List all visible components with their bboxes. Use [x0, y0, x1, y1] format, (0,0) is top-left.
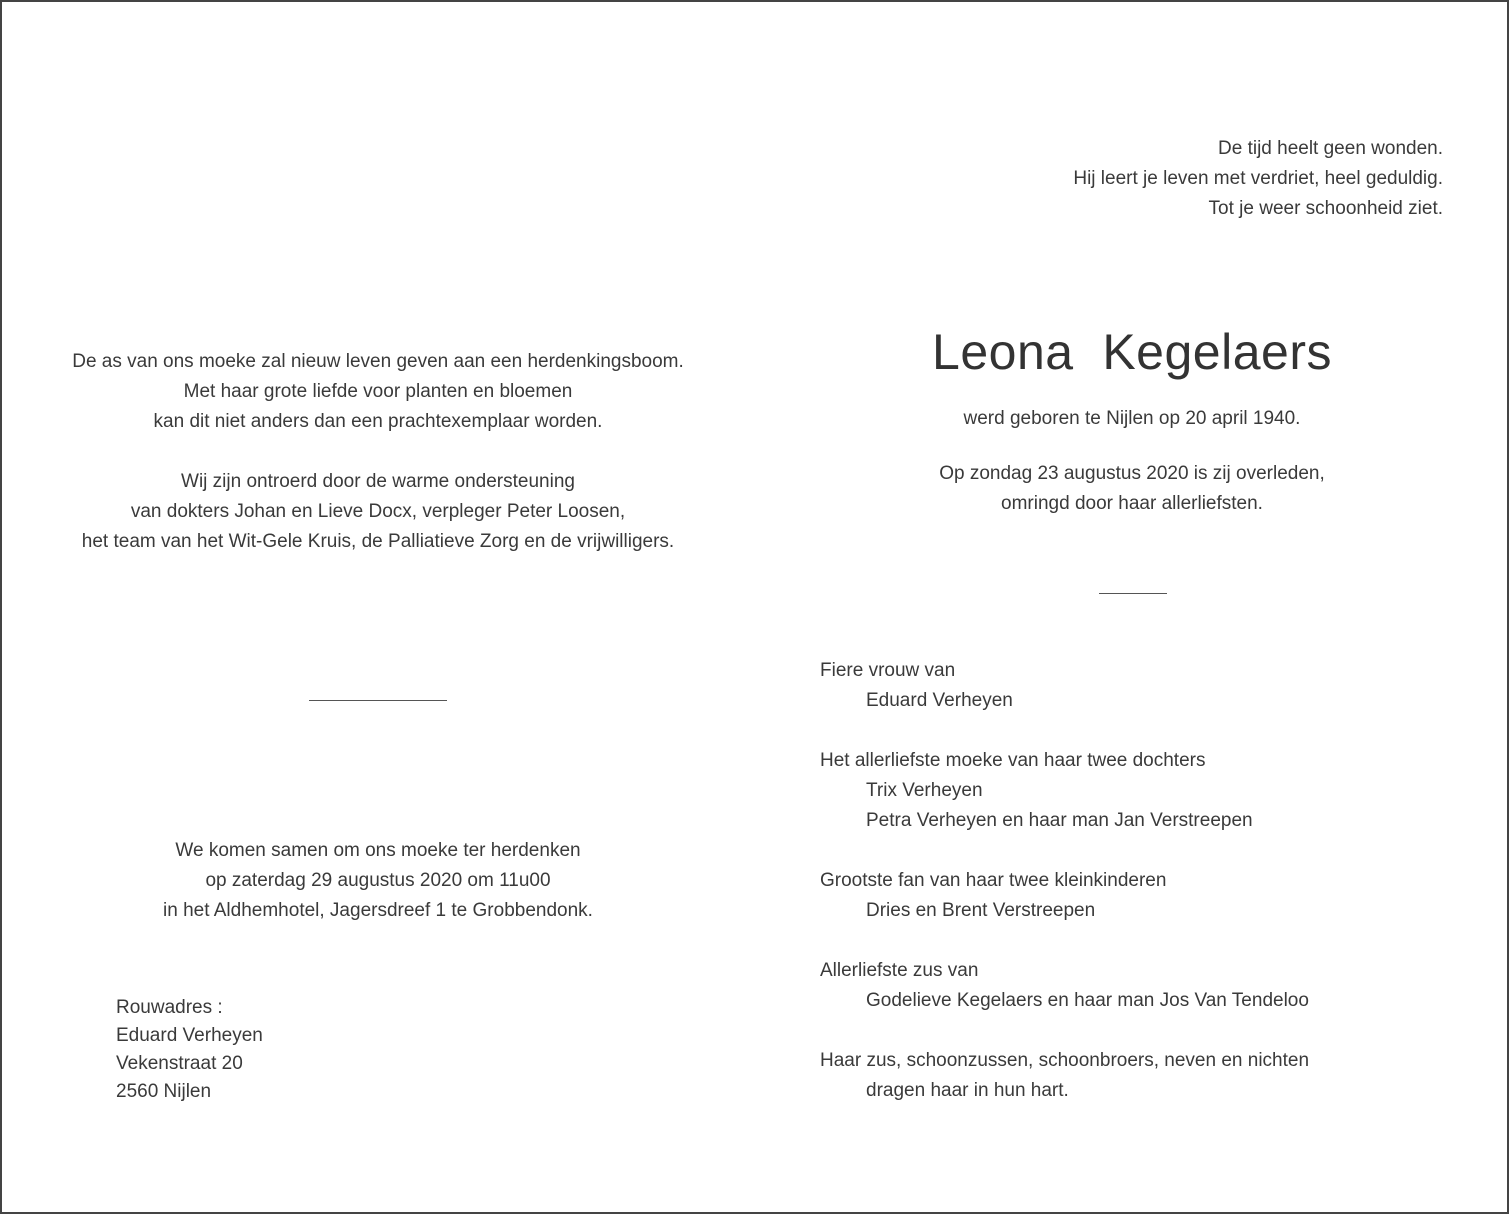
family-group	[820, 746, 1309, 836]
family-member: Petra Verheyen en haar man Jan Verstreepen	[866, 810, 1253, 831]
thanks-line: Wij zijn ontroerd door de warme ondersteuning	[181, 471, 575, 492]
family-heading: Grootste fan van haar twee kleinkinderen	[820, 870, 1167, 891]
family-member: Godelieve Kegelaers en haar man Jos Van Tendeloo	[866, 990, 1309, 1011]
address-street: Vekenstraat 20	[116, 1053, 243, 1074]
quote-line: De tijd heelt geen wonden.	[1218, 138, 1443, 159]
memorial-tree-line: De as van ons moeke zal nieuw leven geven aan een herdenkingsboom.	[72, 351, 684, 372]
gathering-line: We komen samen om ons moeke ter herdenken	[175, 840, 581, 861]
address-city: 2560 Nijlen	[116, 1081, 212, 1102]
family-list	[820, 656, 1309, 1136]
family-member: dragen haar in hun hart.	[866, 1080, 1069, 1101]
birth-line: werd geboren te Nijlen op 20 april 1940.	[963, 408, 1301, 429]
thanks-line: het team van het Wit-Gele Kruis, de Palliatieve Zorg en de vrijwilligers.	[81, 531, 675, 552]
quote-line: Tot je weer schoonheid ziet.	[1208, 198, 1443, 219]
gathering-line: in het Aldhemhotel, Jagersdreef 1 te Grobbendonk.	[163, 900, 593, 921]
family-heading: Haar zus, schoonzussen, schoonbroers, neven en nichten	[820, 1050, 1310, 1071]
quote	[1073, 134, 1443, 224]
family-group	[820, 866, 1309, 926]
family-heading: Fiere vrouw van	[820, 660, 956, 681]
right-divider	[1099, 593, 1167, 594]
family-group	[820, 656, 1309, 716]
gathering-info	[42, 836, 714, 926]
thanks-line: van dokters Johan en Lieve Docx, verpleger Peter Loosen,	[130, 501, 626, 522]
memorial-tree-and-thanks	[42, 347, 714, 557]
family-member: Dries en Brent Verstreepen	[866, 900, 1096, 921]
family-group	[820, 1046, 1309, 1106]
death-info	[882, 459, 1382, 519]
left-divider	[309, 700, 447, 701]
memorial-tree-line: kan dit niet anders dan een prachtexemplaar worden.	[153, 411, 603, 432]
quote-line: Hij leert je leven met verdriet, heel geduldig.	[1073, 168, 1443, 189]
family-heading: Het allerliefste moeke van haar twee dochters	[820, 750, 1206, 771]
deceased-name: Leona Kegelaers	[932, 324, 1332, 380]
life-dates	[882, 404, 1382, 434]
death-line: Op zondag 23 augustus 2020 is zij overleden,	[939, 463, 1325, 484]
address-name: Eduard Verheyen	[116, 1025, 263, 1046]
family-member: Eduard Verheyen	[866, 690, 1013, 711]
death-line: omringd door haar allerliefsten.	[1001, 493, 1263, 514]
memorial-tree-line: Met haar grote liefde voor planten en bloemen	[183, 381, 573, 402]
blank-line	[42, 437, 714, 467]
address-label: Rouwadres :	[116, 997, 223, 1018]
gathering-line: op zaterdag 29 augustus 2020 om 11u00	[205, 870, 551, 891]
family-group	[820, 956, 1309, 1016]
mourning-address	[116, 994, 263, 1106]
family-member: Trix Verheyen	[866, 780, 983, 801]
family-heading: Allerliefste zus van	[820, 960, 979, 981]
